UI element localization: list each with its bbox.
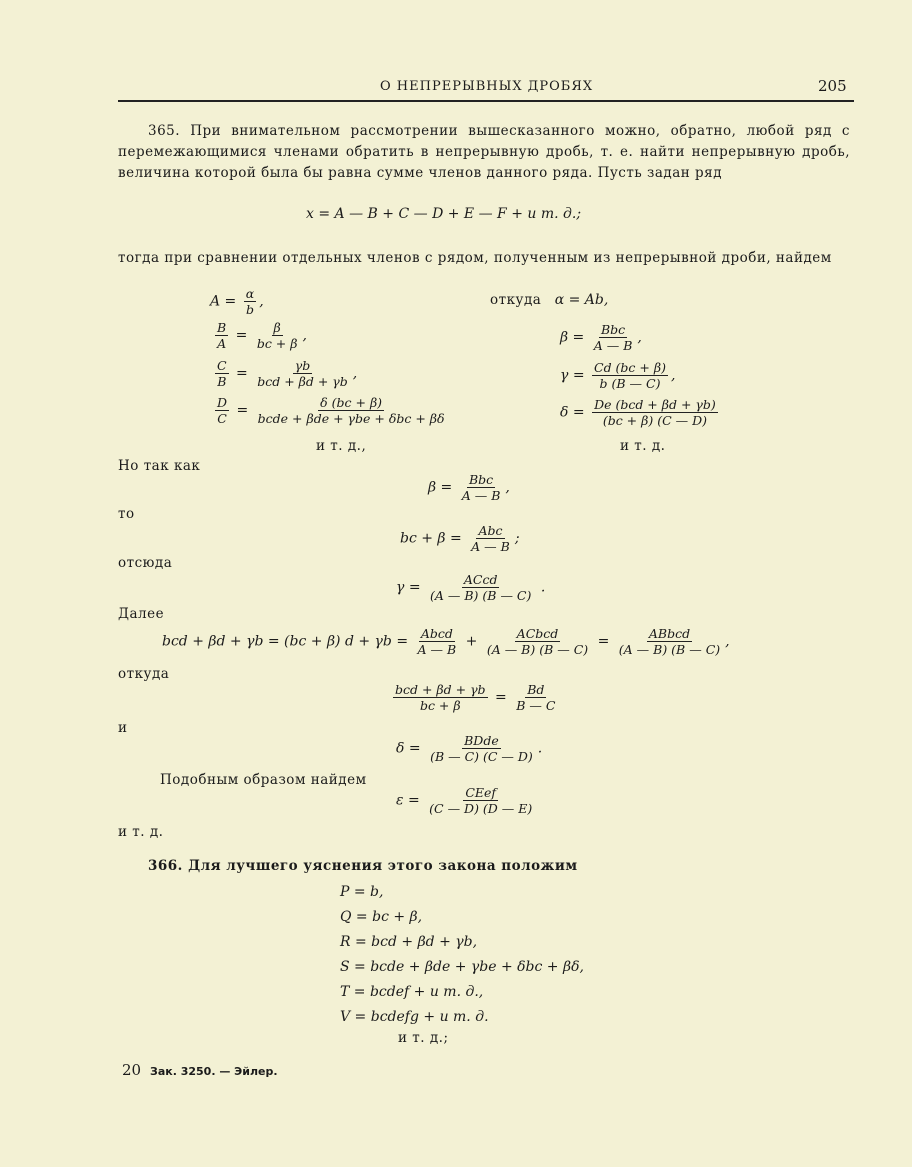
eq-alpha: откуда α = Ab,: [490, 292, 609, 308]
comparison-text: тогда при сравнении отдельных членов с рядом, полученным из непрерывной дроби, найдем: [118, 250, 832, 266]
print-info: Зак. 3250. — Эйлер.: [150, 1065, 278, 1078]
def-P: P = b,: [340, 884, 384, 900]
eq-epsilon: ε = $\frac{\text{CEef}}{(C — D) (D — E)}$: [396, 785, 533, 816]
eq-gamma: γ = $\frac{\text{ACcd}}{(A — B) (B — C)}$ .: [396, 572, 546, 603]
eq-ratio: $\frac{\text{bcd + βd + γb}}{bc + \beta}$ = $\frac{Bd}{B — C}$: [395, 682, 556, 713]
eq-A: A = $\frac{\alpha}{b}$ ,: [210, 286, 264, 317]
running-header: О НЕПРЕРЫВНЫХ ДРОБЯХ: [380, 79, 594, 94]
text-no-tak-kak: Но так как: [118, 458, 201, 474]
heading-366: 366. Для лучшего уяснения этого закона положим: [148, 858, 578, 874]
eq-delta-right: δ = $\frac{\text{De (bcd + βd + γb)}}{(bc + \beta) (C — D)}$: [560, 397, 716, 428]
def-T: T = bcdef + и т. д.,: [340, 984, 484, 1000]
eq-long-expansion: bcd + βd + γb = (bc + β) d + γb = $\frac{\text{Abcd}}{A — B}$ + $\frac{\text{ACbcd}}{(A — B) (B — C)}$ = $\frac{\text{ABbcd}}{(A — B) (B — C)}$ ,: [162, 626, 730, 657]
eq-beta: β = $\frac{\text{Bbc}}{A — B}$ ,: [428, 472, 510, 503]
page-number: 205: [818, 77, 847, 95]
def-S: S = bcde + βde + γbe + δbc + βδ,: [340, 959, 584, 975]
def-Q: Q = bc + β,: [340, 909, 423, 925]
eq-beta-right: β = $\frac{\text{Bbc}}{A — B}$ ,: [560, 322, 642, 353]
def-V: V = bcdefg + и т. д.: [340, 1009, 489, 1025]
eq-D-over-C: $\frac{D}{C}$ = $\frac{\delta (bc + \beta)}{\text{bcde + βde + γbe + δbc + βδ}}$: [217, 395, 445, 426]
eq-C-over-B: $\frac{C}{B}$ = $\frac{\gamma b}{\text{bcd + βd + γb}}$ ,: [217, 358, 358, 389]
right-etc: и т. д.: [620, 438, 666, 454]
series-equation: x = A — B + C — D + E — F + и т. д.;: [306, 206, 582, 222]
defs-etc: и т. д.;: [398, 1030, 449, 1046]
def-R: R = bcd + βd + γb,: [340, 934, 478, 950]
text-i-t-d: и т. д.: [118, 824, 164, 840]
text-otsyuda: отсюда: [118, 555, 173, 571]
header-rule: [118, 100, 854, 102]
eq-bc-plus-beta: bc + β = $\frac{\text{Abc}}{A — B}$ ;: [400, 523, 520, 554]
eq-delta: δ = $\frac{\text{BDde}}{(B — C) (C — D)}$ .: [396, 733, 543, 764]
text-to: то: [118, 506, 135, 522]
eq-B-over-A: $\frac{B}{A}$ = $\frac{\beta}{bc + \beta}$ ,: [217, 320, 307, 351]
text-otkuda: откуда: [118, 666, 170, 682]
paragraph-365: 365. При внимательном рассмотрении вышесказанного можно, обратно, любой ряд с перемежающимися членами обратить в непрерывную дробь, т. е. найти непрерывную дробь, величина которой была бы равна сумме членов данного ряда. Пусть задан ряд: [118, 123, 850, 181]
text-i: и: [118, 720, 128, 736]
text-podobnym: Подобным образом найдем: [160, 772, 367, 788]
text-dalee: Далее: [118, 606, 165, 622]
eq-gamma-right: γ = $\frac{Cd (bc + \beta)}{b (B — C)}$ ,: [560, 360, 676, 391]
left-etc: и т. д.,: [316, 438, 367, 454]
signature-mark: 20: [122, 1061, 142, 1079]
